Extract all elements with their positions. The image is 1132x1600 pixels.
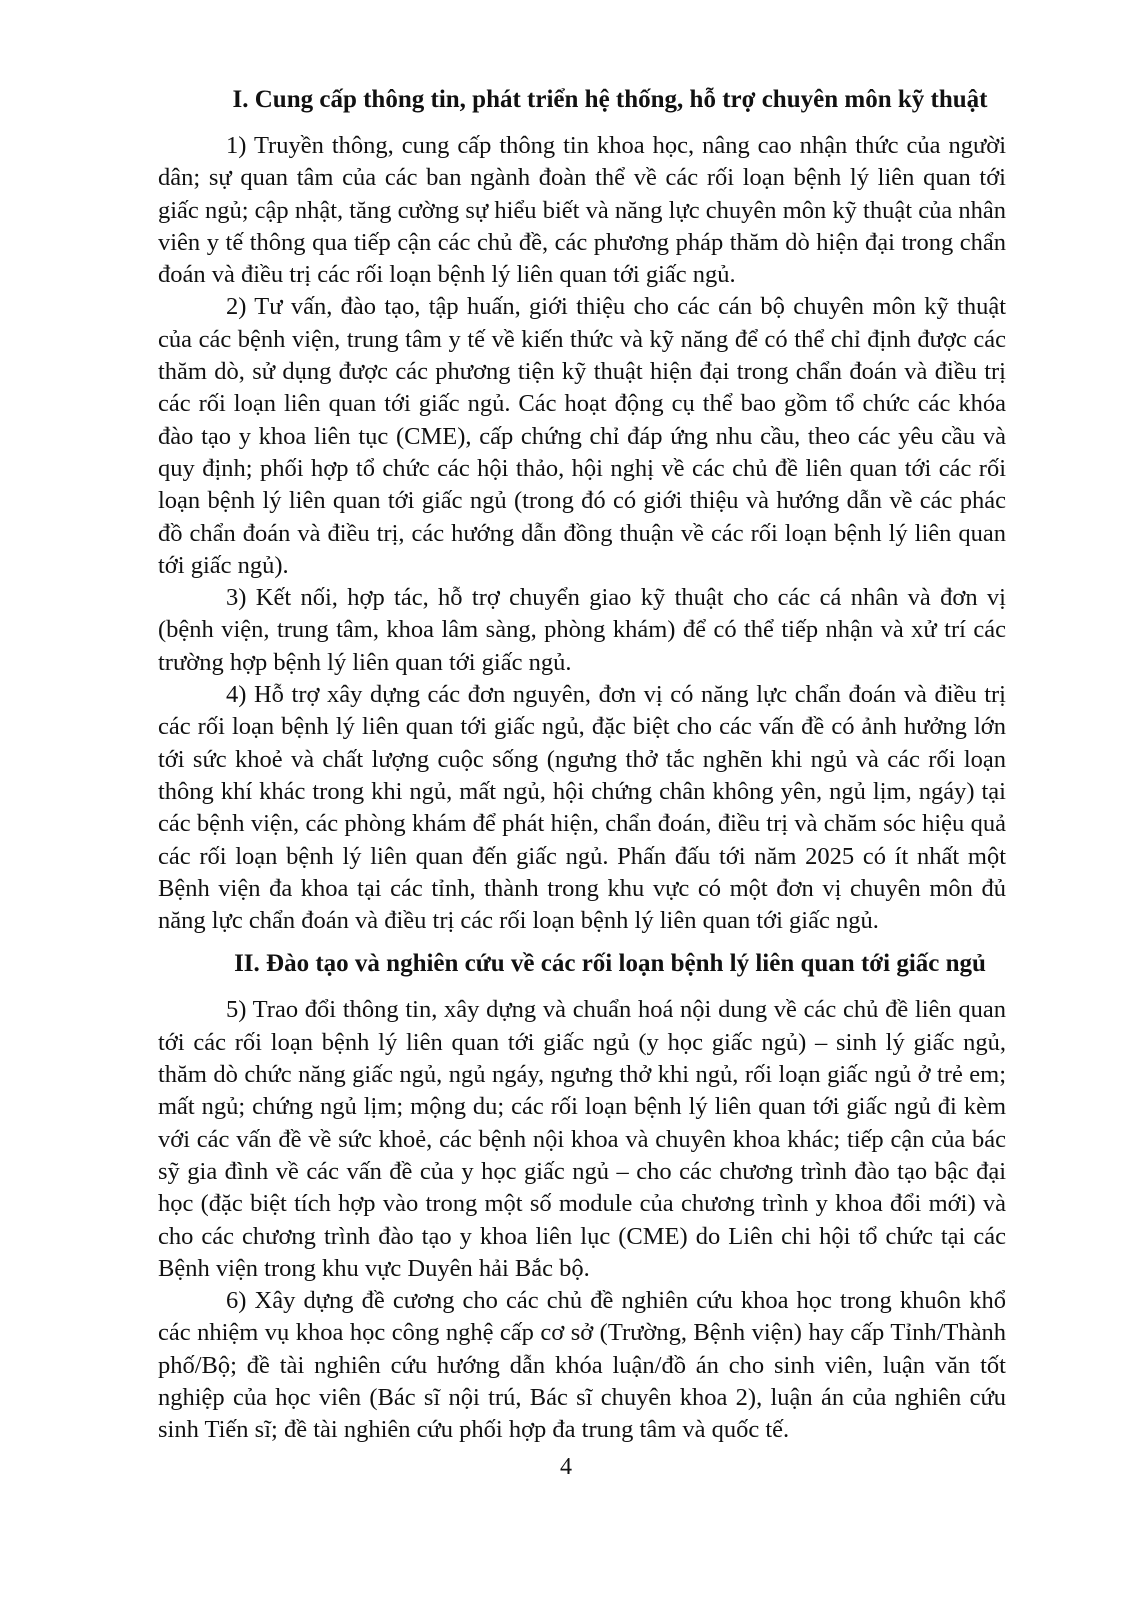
section-2 bbox=[158, 948, 1006, 1446]
paragraph-1: 1) Truyền thông, cung cấp thông tin khoa học, nâng cao nhận thức của người dân; sự quan tâm của các ban ngành đoàn thể về các rối loạn bệnh lý liên quan tới giấc ngủ; cập nhật, tăng cường sự hiểu biết và năng lực chuyên môn kỹ thuật của nhân viên y tế thông qua tiếp cận các chủ đề, các phương pháp thăm dò hiện đại trong chẩn đoán và điều trị các rối loạn bệnh lý liên quan tới giấc ngủ. bbox=[158, 132, 1006, 289]
page-number: 4 bbox=[560, 1454, 572, 1480]
paragraph-6: 6) Xây dựng đề cương cho các chủ đề nghiên cứu khoa học trong khuôn khổ các nhiệm vụ khoa học công nghệ cấp cơ sở (Trường, Bệnh viện) hay cấp Tỉnh/Thành phố/Bộ; đề tài nghiên cứu hướng dẫn khóa luận/đồ án cho sinh viên, luận văn tốt nghiệp của học viên (Bác sĩ nội trú, Bác sĩ chuyên khoa 2), luận án của nghiên cứu sinh Tiến sĩ; đề tài nghiên cứu phối hợp đa trung tâm và quốc tế. bbox=[158, 1287, 1006, 1444]
section-heading: II. Đào tạo và nghiên cứu về các rối loạn bệnh lý liên quan tới giấc ngủ bbox=[234, 950, 986, 978]
section-1 bbox=[158, 84, 1006, 937]
paragraph-5: 5) Trao đổi thông tin, xây dựng và chuẩn hoá nội dung về các chủ đề liên quan tới các rối loạn bệnh lý liên quan tới giấc ngủ (y học giấc ngủ) – sinh lý giấc ngủ, thăm dò chức năng giấc ngủ, ngủ ngáy, ngưng thở khi ngủ, rối loạn giấc ngủ ở trẻ em; mất ngủ; chứng ngủ lịm; mộng du; các rối loạn bệnh lý liên quan tới giấc ngủ đi kèm với các vấn đề về sức khoẻ, các bệnh nội khoa và chuyên khoa khác; tiếp cận của bác sỹ gia đình về các vấn đề của y học giấc ngủ – cho các chương trình đào tạo bậc đại học (đặc biệt tích hợp vào trong một số module của chương trình y khoa đổi mới) và cho các chương trình đào tạo y khoa liên lục (CME) do Liên chi hội tổ chức tại các Bệnh viện trong khu vực Duyên hải Bắc bộ. bbox=[158, 996, 1006, 1282]
document-page bbox=[158, 84, 1006, 1447]
section-heading: I. Cung cấp thông tin, phát triển hệ thống, hỗ trợ chuyên môn kỹ thuật bbox=[232, 86, 988, 113]
paragraph-4: 4) Hỗ trợ xây dựng các đơn nguyên, đơn vị có năng lực chẩn đoán và điều trị các rối loạn bệnh lý liên quan tới giấc ngủ, đặc biệt cho các vấn đề có ảnh hưởng lớn tới sức khoẻ và chất lượng cuộc sống (ngưng thở tắc nghẽn khi ngủ và các rối loạn thông khí khác trong khi ngủ, mất ngủ, hội chứng chân không yên, ngủ lịm, ngáy) tại các bệnh viện, các phòng khám để phát hiện, chẩn đoán, điều trị và chăm sóc hiệu quả các rối loạn bệnh lý liên quan đến giấc ngủ. Phấn đấu tới năm 2025 có ít nhất một Bệnh viện đa khoa tại các tỉnh, thành trong khu vực có một đơn vị chuyên môn đủ năng lực chẩn đoán và điều trị các rối loạn bệnh lý liên quan tới giấc ngủ. bbox=[158, 681, 1006, 935]
paragraph-3: 3) Kết nối, hợp tác, hỗ trợ chuyển giao kỹ thuật cho các cá nhân và đơn vị (bệnh viện, trung tâm, khoa lâm sàng, phòng khám) để có thể tiếp nhận và xử trí các trường hợp bệnh lý liên quan tới giấc ngủ. bbox=[158, 584, 1006, 676]
paragraph-2: 2) Tư vấn, đào tạo, tập huấn, giới thiệu cho các cán bộ chuyên môn kỹ thuật của các bệnh viện, trung tâm y tế về kiến thức và kỹ năng để có thể chỉ định được các thăm dò, sử dụng được các phương tiện kỹ thuật hiện đại trong chẩn đoán và điều trị các rối loạn liên quan tới giấc ngủ. Các hoạt động cụ thể bao gồm tổ chức các khóa đào tạo y khoa liên tục (CME), cấp chứng chỉ đáp ứng nhu cầu, theo các yêu cầu và quy định; phối hợp tổ chức các hội thảo, hội nghị về các chủ đề liên quan tới các rối loạn bệnh lý liên quan tới giấc ngủ (trong đó có giới thiệu và hướng dẫn về các phác đồ chẩn đoán và điều trị, các hướng dẫn đồng thuận về các rối loạn bệnh lý liên quan tới giấc ngủ). bbox=[158, 293, 1006, 579]
